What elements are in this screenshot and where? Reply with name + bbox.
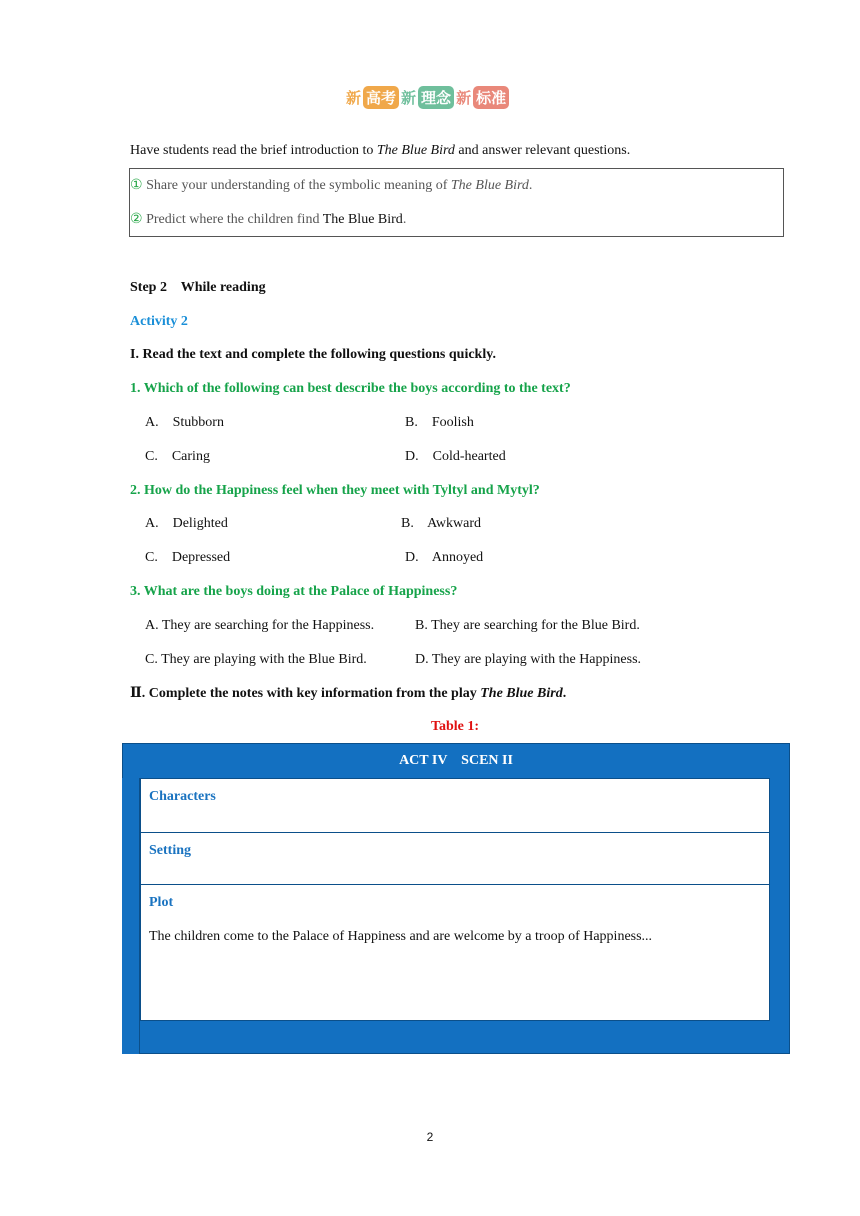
circled-number: ② <box>130 212 143 227</box>
option-c: C. They are playing with the Blue Bird. <box>145 652 367 667</box>
option-a: A. They are searching for the Happiness. <box>145 618 375 633</box>
question-3: 3. What are the boys doing at the Palace of Happiness? <box>130 584 458 599</box>
option-d: D. They are playing with the Happiness. <box>415 652 642 667</box>
q2-text: Predict where the children find <box>142 212 323 227</box>
logo-box: 高考 <box>363 86 399 109</box>
characters-cell[interactable] <box>140 778 770 833</box>
part2-heading <box>130 685 566 702</box>
setting-cell[interactable] <box>140 832 770 885</box>
q1-title: The Blue Bird <box>450 178 529 193</box>
circled-number: ① <box>130 178 143 193</box>
part1-heading: I. Read the text and complete the following questions quickly. <box>130 347 496 362</box>
logo-char: 新 <box>346 88 362 107</box>
question-2: 2. How do the Happiness feel when they meet with Tyltyl and Mytyl? <box>130 483 540 498</box>
part2-end: . <box>562 686 567 701</box>
box-question-2 <box>130 211 406 228</box>
option-b: B. Awkward <box>401 516 481 531</box>
logo-box: 标准 <box>473 86 509 109</box>
intro-pre: Have students read the brief introduction to <box>130 143 377 158</box>
activity-heading: Activity 2 <box>130 314 188 329</box>
option-d: D. Cold-hearted <box>405 449 506 464</box>
option-c: C. Caring <box>145 449 210 464</box>
table-header: ACT IV SCEN II <box>399 753 513 768</box>
table-left-strip <box>122 778 140 1054</box>
intro-text <box>130 143 630 159</box>
step-heading: Step 2 While reading <box>130 280 266 295</box>
option-b: B. Foolish <box>405 415 474 430</box>
setting-label: Setting <box>149 843 191 858</box>
plot-cell[interactable] <box>140 884 770 1021</box>
plot-text: The children come to the Palace of Happiness and are welcome by a troop of Happiness... <box>149 929 653 944</box>
question-1: 1. Which of the following can best describe the boys according to the text? <box>130 381 571 396</box>
logo-char: 新 <box>456 88 472 107</box>
logo-box: 理念 <box>418 86 454 109</box>
option-a: A. Delighted <box>145 516 228 531</box>
part2-title: The Blue Bird <box>480 686 563 701</box>
q1-end: . <box>528 178 533 193</box>
option-b: B. They are searching for the Blue Bird. <box>415 618 640 633</box>
option-a: A. Stubborn <box>145 415 224 430</box>
header-logo <box>346 86 546 108</box>
logo-char: 新 <box>401 88 417 107</box>
option-d: D. Annoyed <box>405 550 484 565</box>
intro-post: and answer relevant questions. <box>454 143 631 158</box>
table-caption: Table 1: <box>430 719 480 734</box>
q2-end: . <box>402 212 407 227</box>
intro-title: The Blue Bird <box>376 143 455 158</box>
plot-label: Plot <box>149 895 174 910</box>
q2-title: The Blue Bird <box>322 212 403 227</box>
option-c: C. Depressed <box>145 550 231 565</box>
page-number: 2 <box>426 1130 434 1144</box>
part2-pre: Ⅱ. Complete the notes with key information from the play <box>130 686 481 701</box>
characters-label: Characters <box>149 789 216 804</box>
q1-text: Share your understanding of the symbolic meaning of <box>142 178 451 193</box>
box-question-1 <box>130 177 532 194</box>
